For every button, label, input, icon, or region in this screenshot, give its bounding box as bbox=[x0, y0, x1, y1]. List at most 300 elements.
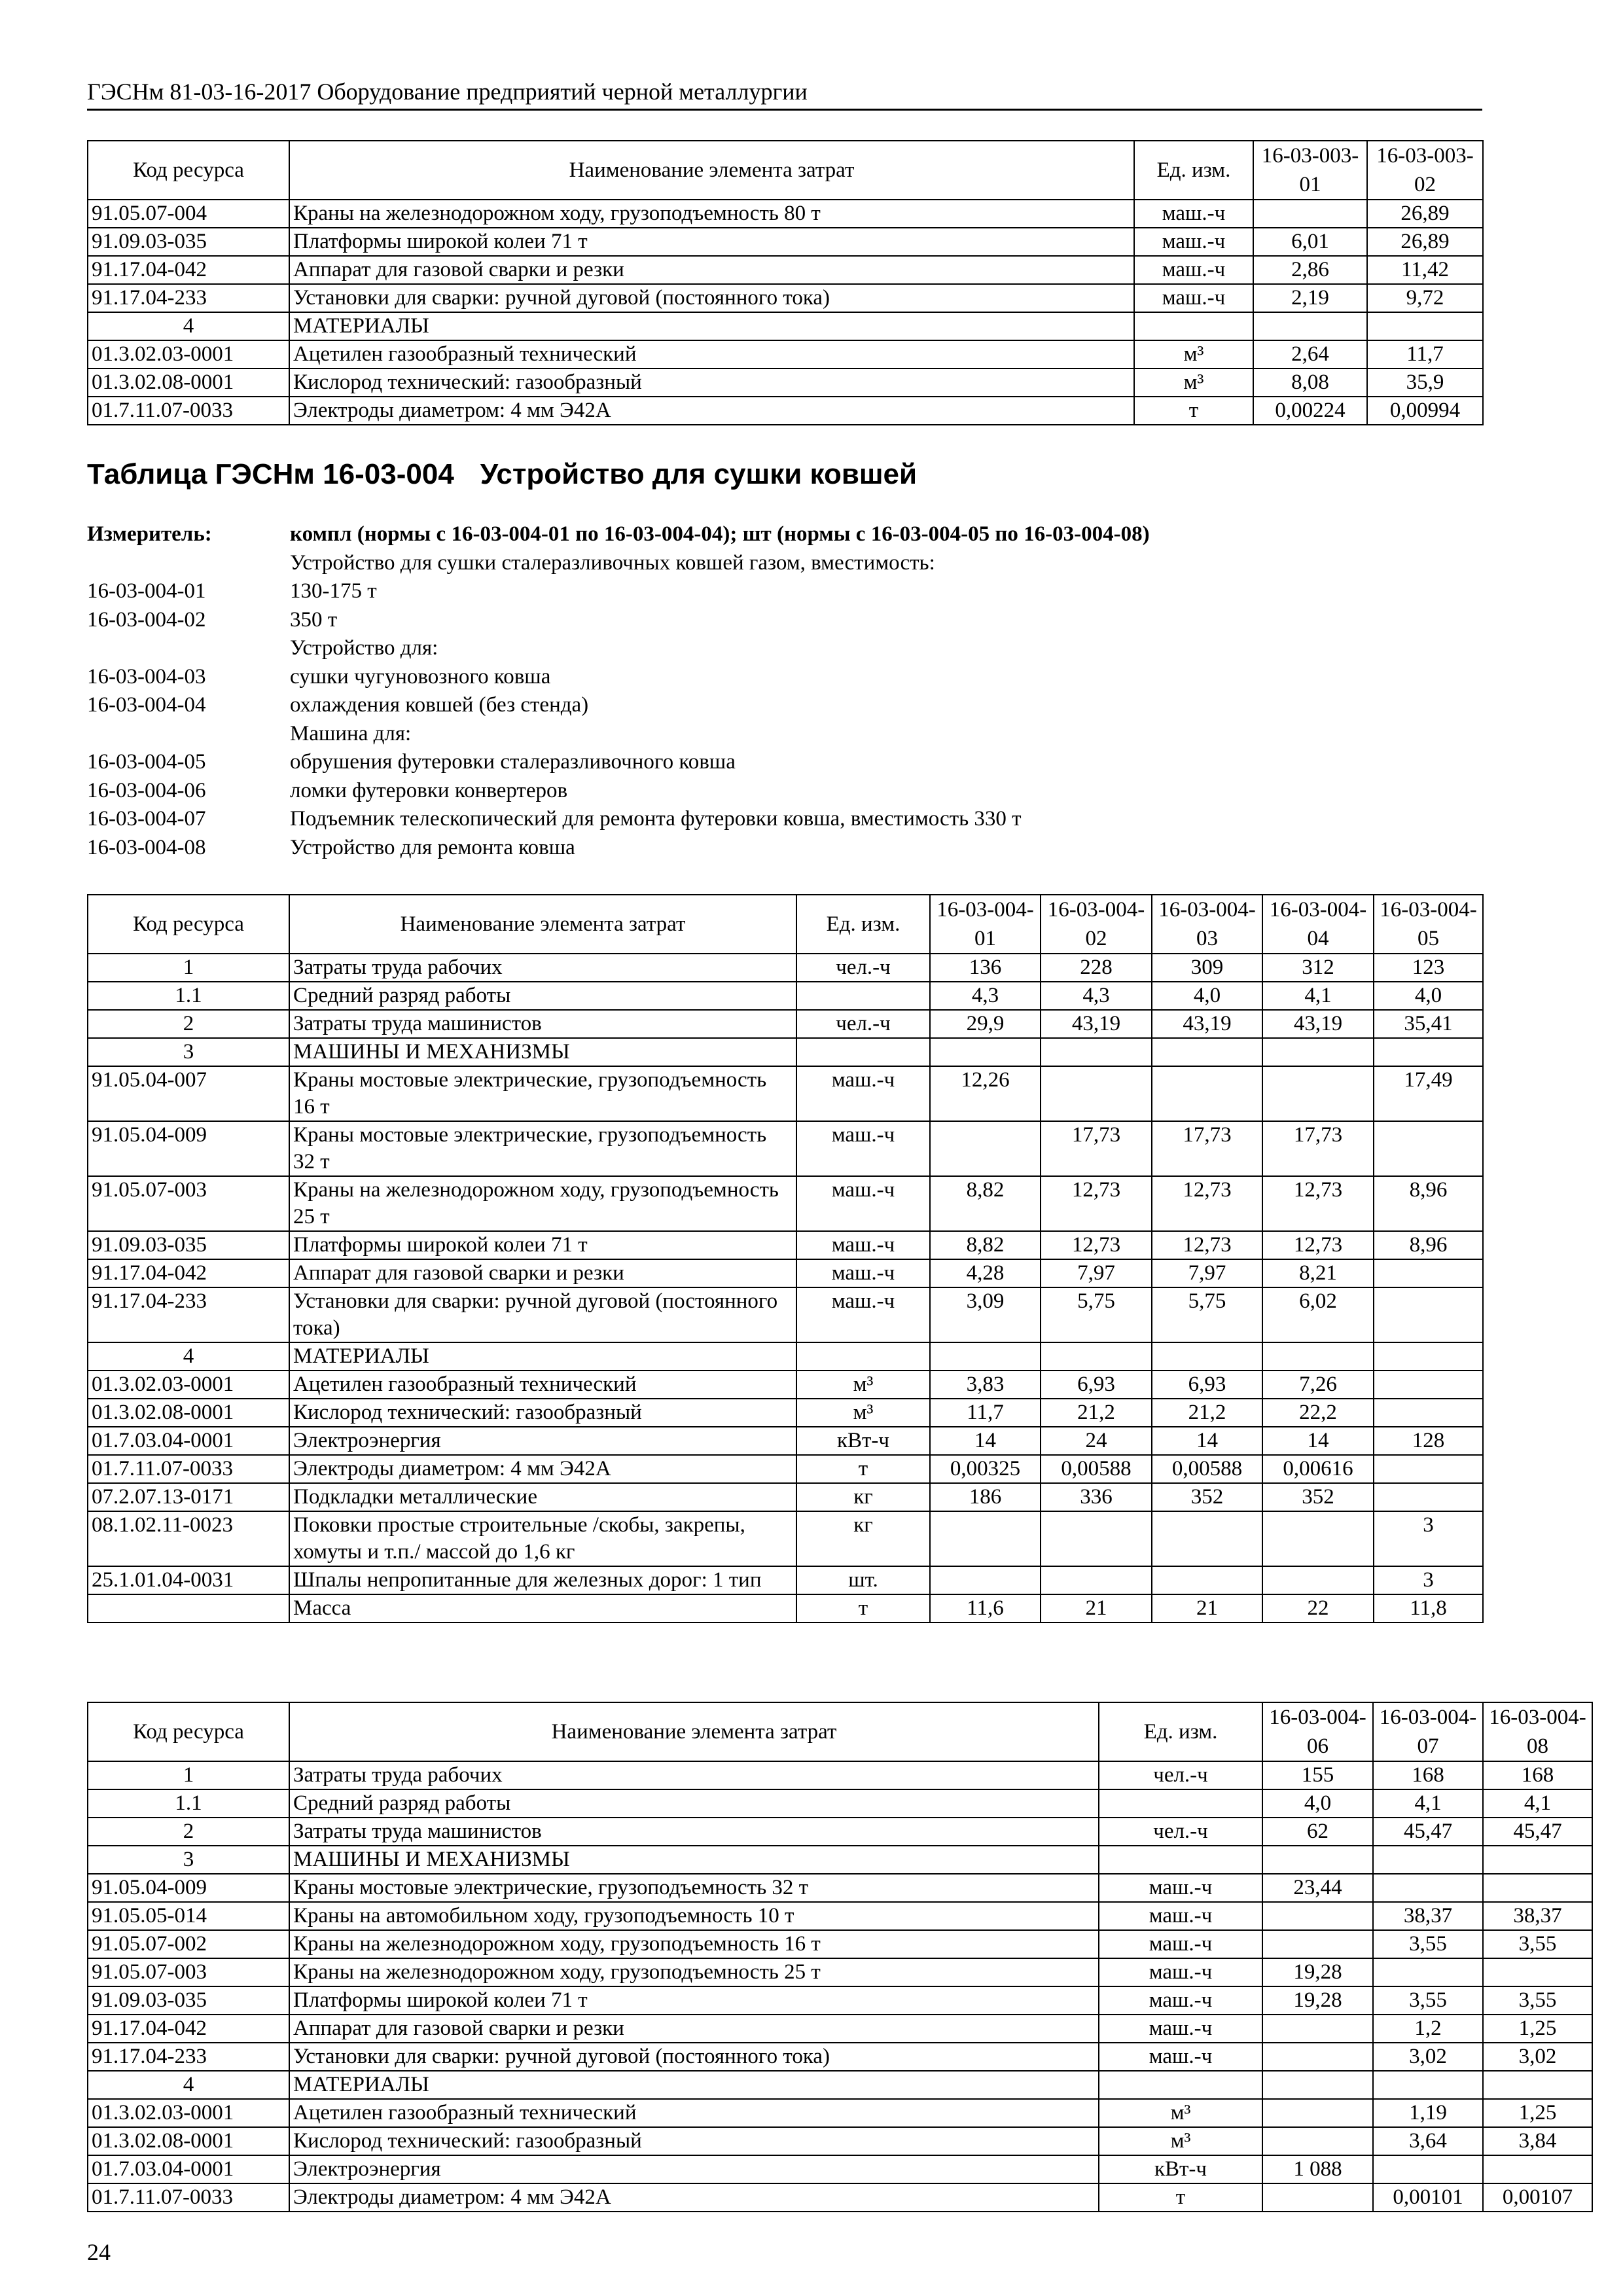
unit-cell: м³ bbox=[1134, 368, 1253, 397]
table-row bbox=[88, 1121, 1483, 1176]
meter-row bbox=[87, 520, 1482, 549]
unit-cell: чел.-ч bbox=[796, 954, 930, 982]
value-cell bbox=[1041, 1342, 1152, 1371]
unit-cell: кВт-ч bbox=[796, 1427, 930, 1455]
value-cell: 35,41 bbox=[1374, 1010, 1483, 1038]
resource-name-cell: МАШИНЫ И МЕХАНИЗМЫ bbox=[289, 1038, 796, 1066]
value-cell: 11,7 bbox=[930, 1399, 1041, 1427]
value-cell: 11,7 bbox=[1367, 340, 1483, 368]
resource-name-cell: Аппарат для газовой сварки и резки bbox=[289, 2015, 1099, 2043]
norm-description: охлаждения ковшей (без стенда) bbox=[290, 693, 589, 717]
value-cell: 22 bbox=[1262, 1594, 1374, 1623]
unit-cell: маш.-ч bbox=[796, 1231, 930, 1259]
table-row bbox=[88, 1176, 1483, 1231]
value-cell: 17,73 bbox=[1152, 1121, 1262, 1176]
value-cell: 1,19 bbox=[1373, 2099, 1483, 2127]
table-row bbox=[88, 312, 1483, 340]
value-cell: 19,28 bbox=[1262, 1986, 1373, 2015]
column-header: 16-03-004-05 bbox=[1374, 895, 1483, 954]
resource-code-cell: 1.1 bbox=[88, 982, 289, 1010]
resource-name-cell: Поковки простые строительные /скобы, закрепы, хомуты и т.п./ массой до 1,6 кг bbox=[289, 1511, 796, 1566]
unit-cell bbox=[796, 1342, 930, 1371]
resource-name-cell: Платформы широкой колеи 71 т bbox=[289, 228, 1134, 256]
table-row bbox=[88, 1287, 1483, 1342]
resource-name-cell: Ацетилен газообразный технический bbox=[289, 340, 1134, 368]
value-cell: 29,9 bbox=[930, 1010, 1041, 1038]
value-cell: 12,73 bbox=[1262, 1176, 1374, 1231]
resource-name-cell: Ацетилен газообразный технический bbox=[289, 1371, 796, 1399]
resource-code-cell: 01.3.02.08-0001 bbox=[88, 368, 289, 397]
resource-name-cell: Аппарат для газовой сварки и резки bbox=[289, 1259, 796, 1287]
table-row bbox=[88, 2183, 1592, 2212]
unit-cell: маш.-ч bbox=[796, 1176, 930, 1231]
table-title-name: Устройство для сушки ковшей bbox=[480, 458, 918, 490]
norm-description: 130-175 т bbox=[290, 579, 377, 603]
unit-cell: чел.-ч bbox=[1099, 1761, 1262, 1789]
column-header: Ед. изм. bbox=[796, 895, 930, 954]
meter-block bbox=[87, 520, 1482, 862]
resource-name-cell: Краны на автомобильном ходу, грузоподъемность 10 т bbox=[289, 1902, 1099, 1930]
value-cell: 0,00994 bbox=[1367, 397, 1483, 425]
value-cell: 3,64 bbox=[1373, 2127, 1483, 2155]
value-cell: 4,3 bbox=[1041, 982, 1152, 1010]
value-cell: 128 bbox=[1374, 1427, 1483, 1455]
table-row bbox=[88, 1483, 1483, 1511]
table-row bbox=[88, 228, 1483, 256]
resource-code-cell: 91.05.07-003 bbox=[88, 1958, 289, 1986]
table-row bbox=[88, 1566, 1483, 1594]
resource-name-cell: Краны мостовые электрические, грузоподъемность 32 т bbox=[289, 1121, 796, 1176]
resource-name-cell: Затраты труда машинистов bbox=[289, 1818, 1099, 1846]
value-cell bbox=[1373, 1874, 1483, 1902]
value-cell: 17,73 bbox=[1041, 1121, 1152, 1176]
resource-name-cell: Ацетилен газообразный технический bbox=[289, 2099, 1099, 2127]
table-row bbox=[88, 2127, 1592, 2155]
value-cell: 4,0 bbox=[1152, 982, 1262, 1010]
table-row bbox=[88, 954, 1483, 982]
value-cell bbox=[1262, 1511, 1374, 1566]
value-cell: 3,55 bbox=[1483, 1986, 1592, 2015]
resource-code-cell: 4 bbox=[88, 1342, 289, 1371]
resource-code-cell: 01.3.02.03-0001 bbox=[88, 1371, 289, 1399]
resource-name-cell: МАТЕРИАЛЫ bbox=[289, 312, 1134, 340]
column-header: 16-03-003-01 bbox=[1253, 141, 1367, 200]
meter-line bbox=[87, 805, 1482, 834]
value-cell: 3,83 bbox=[930, 1371, 1041, 1399]
value-cell: 168 bbox=[1373, 1761, 1483, 1789]
table-row bbox=[88, 256, 1483, 284]
column-header: 16-03-004-04 bbox=[1262, 895, 1374, 954]
column-header: 16-03-004-07 bbox=[1373, 1702, 1483, 1761]
value-cell bbox=[1373, 2071, 1483, 2099]
norm-description: Устройство для сушки сталеразливочных ковшей газом, вместимость: bbox=[290, 550, 935, 575]
table-row bbox=[88, 340, 1483, 368]
table-row bbox=[88, 200, 1483, 228]
resource-code-cell: 2 bbox=[88, 1818, 289, 1846]
meter-line bbox=[87, 577, 1482, 606]
value-cell bbox=[1262, 1846, 1373, 1874]
table-row bbox=[88, 1511, 1483, 1566]
value-cell: 8,82 bbox=[930, 1176, 1041, 1231]
resource-name-cell: Кислород технический: газообразный bbox=[289, 1399, 796, 1427]
unit-cell: маш.-ч bbox=[1099, 1986, 1262, 2015]
value-cell: 0,00616 bbox=[1262, 1455, 1374, 1483]
value-cell: 62 bbox=[1262, 1818, 1373, 1846]
value-cell bbox=[1373, 1958, 1483, 1986]
unit-cell: маш.-ч bbox=[1099, 1874, 1262, 1902]
value-cell: 11,6 bbox=[930, 1594, 1041, 1623]
value-cell: 21 bbox=[1041, 1594, 1152, 1623]
value-cell: 12,73 bbox=[1041, 1231, 1152, 1259]
value-cell bbox=[1374, 1342, 1483, 1371]
meter-line bbox=[87, 834, 1482, 863]
value-cell: 4,0 bbox=[1262, 1789, 1373, 1818]
column-header: Код ресурса bbox=[88, 141, 289, 200]
value-cell bbox=[1253, 312, 1367, 340]
resource-name-cell: МАШИНЫ И МЕХАНИЗМЫ bbox=[289, 1846, 1099, 1874]
table-row bbox=[88, 982, 1483, 1010]
resource-name-cell: Электроды диаметром: 4 мм Э42А bbox=[289, 397, 1134, 425]
column-header: Ед. изм. bbox=[1099, 1702, 1262, 1761]
table-row bbox=[88, 1259, 1483, 1287]
value-cell bbox=[1262, 2015, 1373, 2043]
value-cell bbox=[1373, 1846, 1483, 1874]
unit-cell: маш.-ч bbox=[1099, 2015, 1262, 2043]
page-number: 24 bbox=[87, 2239, 111, 2265]
value-cell bbox=[1041, 1511, 1152, 1566]
table-row bbox=[88, 284, 1483, 312]
value-cell: 45,47 bbox=[1373, 1818, 1483, 1846]
resource-code-cell: 91.05.04-009 bbox=[88, 1874, 289, 1902]
unit-cell: маш.-ч bbox=[796, 1121, 930, 1176]
value-cell bbox=[1374, 1483, 1483, 1511]
table-row bbox=[88, 1038, 1483, 1066]
resource-code-cell: 01.7.03.04-0001 bbox=[88, 1427, 289, 1455]
column-header: Наименование элемента затрат bbox=[289, 895, 796, 954]
value-cell: 6,02 bbox=[1262, 1287, 1374, 1342]
value-cell: 3,02 bbox=[1373, 2043, 1483, 2071]
value-cell bbox=[1253, 200, 1367, 228]
norm-description: обрушения футеровки сталеразливочного ковша bbox=[290, 750, 736, 774]
resource-code-cell: 91.05.07-003 bbox=[88, 1176, 289, 1231]
resource-name-cell: Электроды диаметром: 4 мм Э42А bbox=[289, 2183, 1099, 2212]
value-cell: 17,49 bbox=[1374, 1066, 1483, 1121]
value-cell bbox=[1041, 1038, 1152, 1066]
value-cell: 12,26 bbox=[930, 1066, 1041, 1121]
value-cell: 24 bbox=[1041, 1427, 1152, 1455]
norms-table-16-03-004-06-08 bbox=[87, 1702, 1593, 2212]
value-cell bbox=[1262, 2127, 1373, 2155]
unit-cell: маш.-ч bbox=[1134, 228, 1253, 256]
table-row bbox=[88, 1818, 1592, 1846]
unit-cell: т bbox=[796, 1455, 930, 1483]
column-header: 16-03-004-06 bbox=[1262, 1702, 1373, 1761]
value-cell: 1,2 bbox=[1373, 2015, 1483, 2043]
resource-name-cell: Краны на железнодорожном ходу, грузоподъемность 80 т bbox=[289, 200, 1134, 228]
value-cell: 12,73 bbox=[1152, 1231, 1262, 1259]
resource-code-cell: 3 bbox=[88, 1038, 289, 1066]
value-cell: 3 bbox=[1374, 1511, 1483, 1566]
value-cell: 8,08 bbox=[1253, 368, 1367, 397]
column-header: Ед. изм. bbox=[1134, 141, 1253, 200]
table-row bbox=[88, 2015, 1592, 2043]
unit-cell: т bbox=[1134, 397, 1253, 425]
value-cell: 8,96 bbox=[1374, 1176, 1483, 1231]
resource-code-cell: 08.1.02.11-0023 bbox=[88, 1511, 289, 1566]
table-row bbox=[88, 1399, 1483, 1427]
resource-code-cell: 01.3.02.08-0001 bbox=[88, 2127, 289, 2155]
value-cell: 3 bbox=[1374, 1566, 1483, 1594]
norms-table-16-03-003 bbox=[87, 140, 1484, 425]
value-cell bbox=[1262, 2183, 1373, 2212]
value-cell: 186 bbox=[930, 1483, 1041, 1511]
value-cell bbox=[1373, 2155, 1483, 2183]
unit-cell bbox=[1134, 312, 1253, 340]
value-cell: 14 bbox=[930, 1427, 1041, 1455]
resource-name-cell: Электроэнергия bbox=[289, 2155, 1099, 2183]
value-cell: 38,37 bbox=[1483, 1902, 1592, 1930]
value-cell: 2,86 bbox=[1253, 256, 1367, 284]
unit-cell bbox=[1099, 1789, 1262, 1818]
table-row bbox=[88, 1761, 1592, 1789]
resource-name-cell: Краны мостовые электрические, грузоподъемность 16 т bbox=[289, 1066, 796, 1121]
norm-description: Устройство для ремонта ковша bbox=[290, 835, 575, 859]
value-cell bbox=[1483, 1958, 1592, 1986]
resource-code-cell: 01.7.11.07-0033 bbox=[88, 1455, 289, 1483]
value-cell: 21,2 bbox=[1041, 1399, 1152, 1427]
unit-cell: кг bbox=[796, 1511, 930, 1566]
value-cell: 19,28 bbox=[1262, 1958, 1373, 1986]
table-row bbox=[88, 1010, 1483, 1038]
resource-name-cell: МАТЕРИАЛЫ bbox=[289, 1342, 796, 1371]
resource-code-cell: 25.1.01.04-0031 bbox=[88, 1566, 289, 1594]
resource-name-cell: Установки для сварки: ручной дуговой (постоянного тока) bbox=[289, 1287, 796, 1342]
norm-description: Устройство для: bbox=[290, 636, 438, 660]
unit-cell: м³ bbox=[1099, 2099, 1262, 2127]
value-cell: 6,93 bbox=[1152, 1371, 1262, 1399]
resource-name-cell: Кислород технический: газообразный bbox=[289, 2127, 1099, 2155]
column-header: 16-03-004-03 bbox=[1152, 895, 1262, 954]
value-cell: 12,73 bbox=[1041, 1176, 1152, 1231]
resource-code-cell: 91.17.04-233 bbox=[88, 1287, 289, 1342]
value-cell: 5,75 bbox=[1041, 1287, 1152, 1342]
value-cell: 5,75 bbox=[1152, 1287, 1262, 1342]
norm-description: ломки футеровки конвертеров bbox=[290, 778, 568, 802]
meter-line bbox=[87, 663, 1482, 692]
resource-name-cell: Шпалы непропитанные для железных дорог: 1 тип bbox=[289, 1566, 796, 1594]
value-cell bbox=[1374, 1287, 1483, 1342]
resource-name-cell: Установки для сварки: ручной дуговой (постоянного тока) bbox=[289, 284, 1134, 312]
value-cell: 12,73 bbox=[1152, 1176, 1262, 1231]
value-cell: 352 bbox=[1152, 1483, 1262, 1511]
unit-cell: маш.-ч bbox=[1134, 284, 1253, 312]
value-cell: 168 bbox=[1483, 1761, 1592, 1789]
value-cell bbox=[1262, 1902, 1373, 1930]
resource-name-cell: Кислород технический: газообразный bbox=[289, 368, 1134, 397]
value-cell: 309 bbox=[1152, 954, 1262, 982]
resource-code-cell: 1 bbox=[88, 1761, 289, 1789]
norm-description: 350 т bbox=[290, 607, 338, 632]
table-title-code: Таблица ГЭСНм 16-03-004 bbox=[87, 458, 454, 490]
value-cell bbox=[1152, 1511, 1262, 1566]
resource-name-cell: Установки для сварки: ручной дуговой (постоянного тока) bbox=[289, 2043, 1099, 2071]
value-cell: 336 bbox=[1041, 1483, 1152, 1511]
meter-line bbox=[87, 691, 1482, 720]
resource-name-cell: Платформы широкой колеи 71 т bbox=[289, 1986, 1099, 2015]
resource-name-cell: Средний разряд работы bbox=[289, 982, 796, 1010]
resource-code-cell: 01.7.03.04-0001 bbox=[88, 2155, 289, 2183]
value-cell bbox=[1262, 1566, 1374, 1594]
value-cell bbox=[1262, 1066, 1374, 1121]
table-header-row bbox=[88, 895, 1483, 954]
value-cell bbox=[1262, 1342, 1374, 1371]
resource-name-cell: Средний разряд работы bbox=[289, 1789, 1099, 1818]
value-cell: 1,25 bbox=[1483, 2099, 1592, 2127]
value-cell: 14 bbox=[1152, 1427, 1262, 1455]
value-cell: 7,97 bbox=[1152, 1259, 1262, 1287]
value-cell bbox=[1483, 1874, 1592, 1902]
value-cell: 0,00224 bbox=[1253, 397, 1367, 425]
value-cell: 26,89 bbox=[1367, 200, 1483, 228]
table-row bbox=[88, 2071, 1592, 2099]
value-cell bbox=[1483, 2071, 1592, 2099]
unit-cell: м³ bbox=[796, 1371, 930, 1399]
resource-name-cell: МАТЕРИАЛЫ bbox=[289, 2071, 1099, 2099]
unit-cell: маш.-ч bbox=[1099, 1958, 1262, 1986]
resource-code-cell: 1 bbox=[88, 954, 289, 982]
meter-line bbox=[87, 606, 1482, 635]
table-row bbox=[88, 1902, 1592, 1930]
value-cell: 0,00588 bbox=[1041, 1455, 1152, 1483]
value-cell: 8,21 bbox=[1262, 1259, 1374, 1287]
resource-code-cell: 01.7.11.07-0033 bbox=[88, 397, 289, 425]
unit-cell: м³ bbox=[796, 1399, 930, 1427]
unit-cell bbox=[1099, 2071, 1262, 2099]
value-cell bbox=[930, 1511, 1041, 1566]
value-cell: 45,47 bbox=[1483, 1818, 1592, 1846]
value-cell: 3,84 bbox=[1483, 2127, 1592, 2155]
value-cell: 4,1 bbox=[1483, 1789, 1592, 1818]
norm-code: 16-03-004-05 bbox=[87, 750, 206, 774]
value-cell bbox=[1483, 1846, 1592, 1874]
value-cell: 4,3 bbox=[930, 982, 1041, 1010]
value-cell: 7,97 bbox=[1041, 1259, 1152, 1287]
resource-code-cell: 01.3.02.08-0001 bbox=[88, 1399, 289, 1427]
value-cell: 35,9 bbox=[1367, 368, 1483, 397]
resource-code-cell: 91.17.04-233 bbox=[88, 2043, 289, 2071]
resource-name-cell: Масса bbox=[289, 1594, 796, 1623]
value-cell bbox=[1152, 1038, 1262, 1066]
value-cell: 0,00101 bbox=[1373, 2183, 1483, 2212]
resource-code-cell: 91.17.04-233 bbox=[88, 284, 289, 312]
table-row bbox=[88, 1231, 1483, 1259]
resource-name-cell: Краны мостовые электрические, грузоподъемность 32 т bbox=[289, 1874, 1099, 1902]
column-header: 16-03-004-02 bbox=[1041, 895, 1152, 954]
meter-line bbox=[87, 777, 1482, 806]
value-cell: 155 bbox=[1262, 1761, 1373, 1789]
table-row bbox=[88, 1986, 1592, 2015]
value-cell bbox=[1041, 1566, 1152, 1594]
unit-cell: маш.-ч bbox=[796, 1259, 930, 1287]
unit-cell: чел.-ч bbox=[1099, 1818, 1262, 1846]
value-cell: 23,44 bbox=[1262, 1874, 1373, 1902]
value-cell: 22,2 bbox=[1262, 1399, 1374, 1427]
norm-description: Подъемник телескопический для ремонта футеровки ковша, вместимость 330 т bbox=[290, 807, 1022, 831]
norm-code: 16-03-004-08 bbox=[87, 835, 206, 859]
table-row bbox=[88, 2155, 1592, 2183]
value-cell bbox=[1262, 1038, 1374, 1066]
table-row bbox=[88, 1958, 1592, 1986]
table-title bbox=[87, 458, 917, 491]
value-cell bbox=[1262, 2043, 1373, 2071]
table-row bbox=[88, 1874, 1592, 1902]
norm-code: 16-03-004-03 bbox=[87, 664, 206, 689]
table-row bbox=[88, 1846, 1592, 1874]
value-cell: 3,09 bbox=[930, 1287, 1041, 1342]
resource-code-cell: 91.17.04-042 bbox=[88, 2015, 289, 2043]
table-header-row bbox=[88, 1702, 1592, 1761]
value-cell: 43,19 bbox=[1262, 1010, 1374, 1038]
resource-code-cell bbox=[88, 1594, 289, 1623]
value-cell: 352 bbox=[1262, 1483, 1374, 1511]
value-cell: 2,64 bbox=[1253, 340, 1367, 368]
value-cell bbox=[1041, 1066, 1152, 1121]
norm-code: 16-03-004-06 bbox=[87, 778, 206, 802]
value-cell: 6,01 bbox=[1253, 228, 1367, 256]
value-cell: 8,82 bbox=[930, 1231, 1041, 1259]
column-header: 16-03-004-01 bbox=[930, 895, 1041, 954]
value-cell bbox=[1262, 1930, 1373, 1958]
value-cell: 1,25 bbox=[1483, 2015, 1592, 2043]
value-cell: 4,0 bbox=[1374, 982, 1483, 1010]
value-cell bbox=[930, 1566, 1041, 1594]
column-header: Наименование элемента затрат bbox=[289, 1702, 1099, 1761]
value-cell: 38,37 bbox=[1373, 1902, 1483, 1930]
norm-code: 16-03-004-07 bbox=[87, 807, 206, 831]
unit-cell: м³ bbox=[1134, 340, 1253, 368]
resource-code-cell: 2 bbox=[88, 1010, 289, 1038]
value-cell: 4,1 bbox=[1262, 982, 1374, 1010]
unit-cell bbox=[1099, 1846, 1262, 1874]
value-cell: 1 088 bbox=[1262, 2155, 1373, 2183]
value-cell bbox=[1367, 312, 1483, 340]
table-row bbox=[88, 1455, 1483, 1483]
value-cell bbox=[930, 1342, 1041, 1371]
resource-code-cell: 91.05.05-014 bbox=[88, 1902, 289, 1930]
value-cell: 0,00325 bbox=[930, 1455, 1041, 1483]
norm-description: Машина для: bbox=[290, 721, 412, 745]
resource-code-cell: 91.09.03-035 bbox=[88, 1231, 289, 1259]
resource-code-cell: 91.17.04-042 bbox=[88, 256, 289, 284]
table-row bbox=[88, 1789, 1592, 1818]
resource-code-cell: 91.05.04-009 bbox=[88, 1121, 289, 1176]
value-cell: 4,1 bbox=[1373, 1789, 1483, 1818]
resource-code-cell: 91.05.07-004 bbox=[88, 200, 289, 228]
value-cell: 123 bbox=[1374, 954, 1483, 982]
value-cell bbox=[1374, 1038, 1483, 1066]
table-row bbox=[88, 2043, 1592, 2071]
resource-code-cell: 01.3.02.03-0001 bbox=[88, 2099, 289, 2127]
resource-code-cell: 4 bbox=[88, 2071, 289, 2099]
resource-name-cell: Краны на железнодорожном ходу, грузоподъемность 25 т bbox=[289, 1958, 1099, 1986]
value-cell: 17,73 bbox=[1262, 1121, 1374, 1176]
value-cell: 43,19 bbox=[1041, 1010, 1152, 1038]
unit-cell bbox=[796, 982, 930, 1010]
unit-cell: м³ bbox=[1099, 2127, 1262, 2155]
resource-name-cell: Краны на железнодорожном ходу, грузоподъемность 16 т bbox=[289, 1930, 1099, 1958]
resource-code-cell: 91.05.04-007 bbox=[88, 1066, 289, 1121]
resource-name-cell: Платформы широкой колеи 71 т bbox=[289, 1231, 796, 1259]
